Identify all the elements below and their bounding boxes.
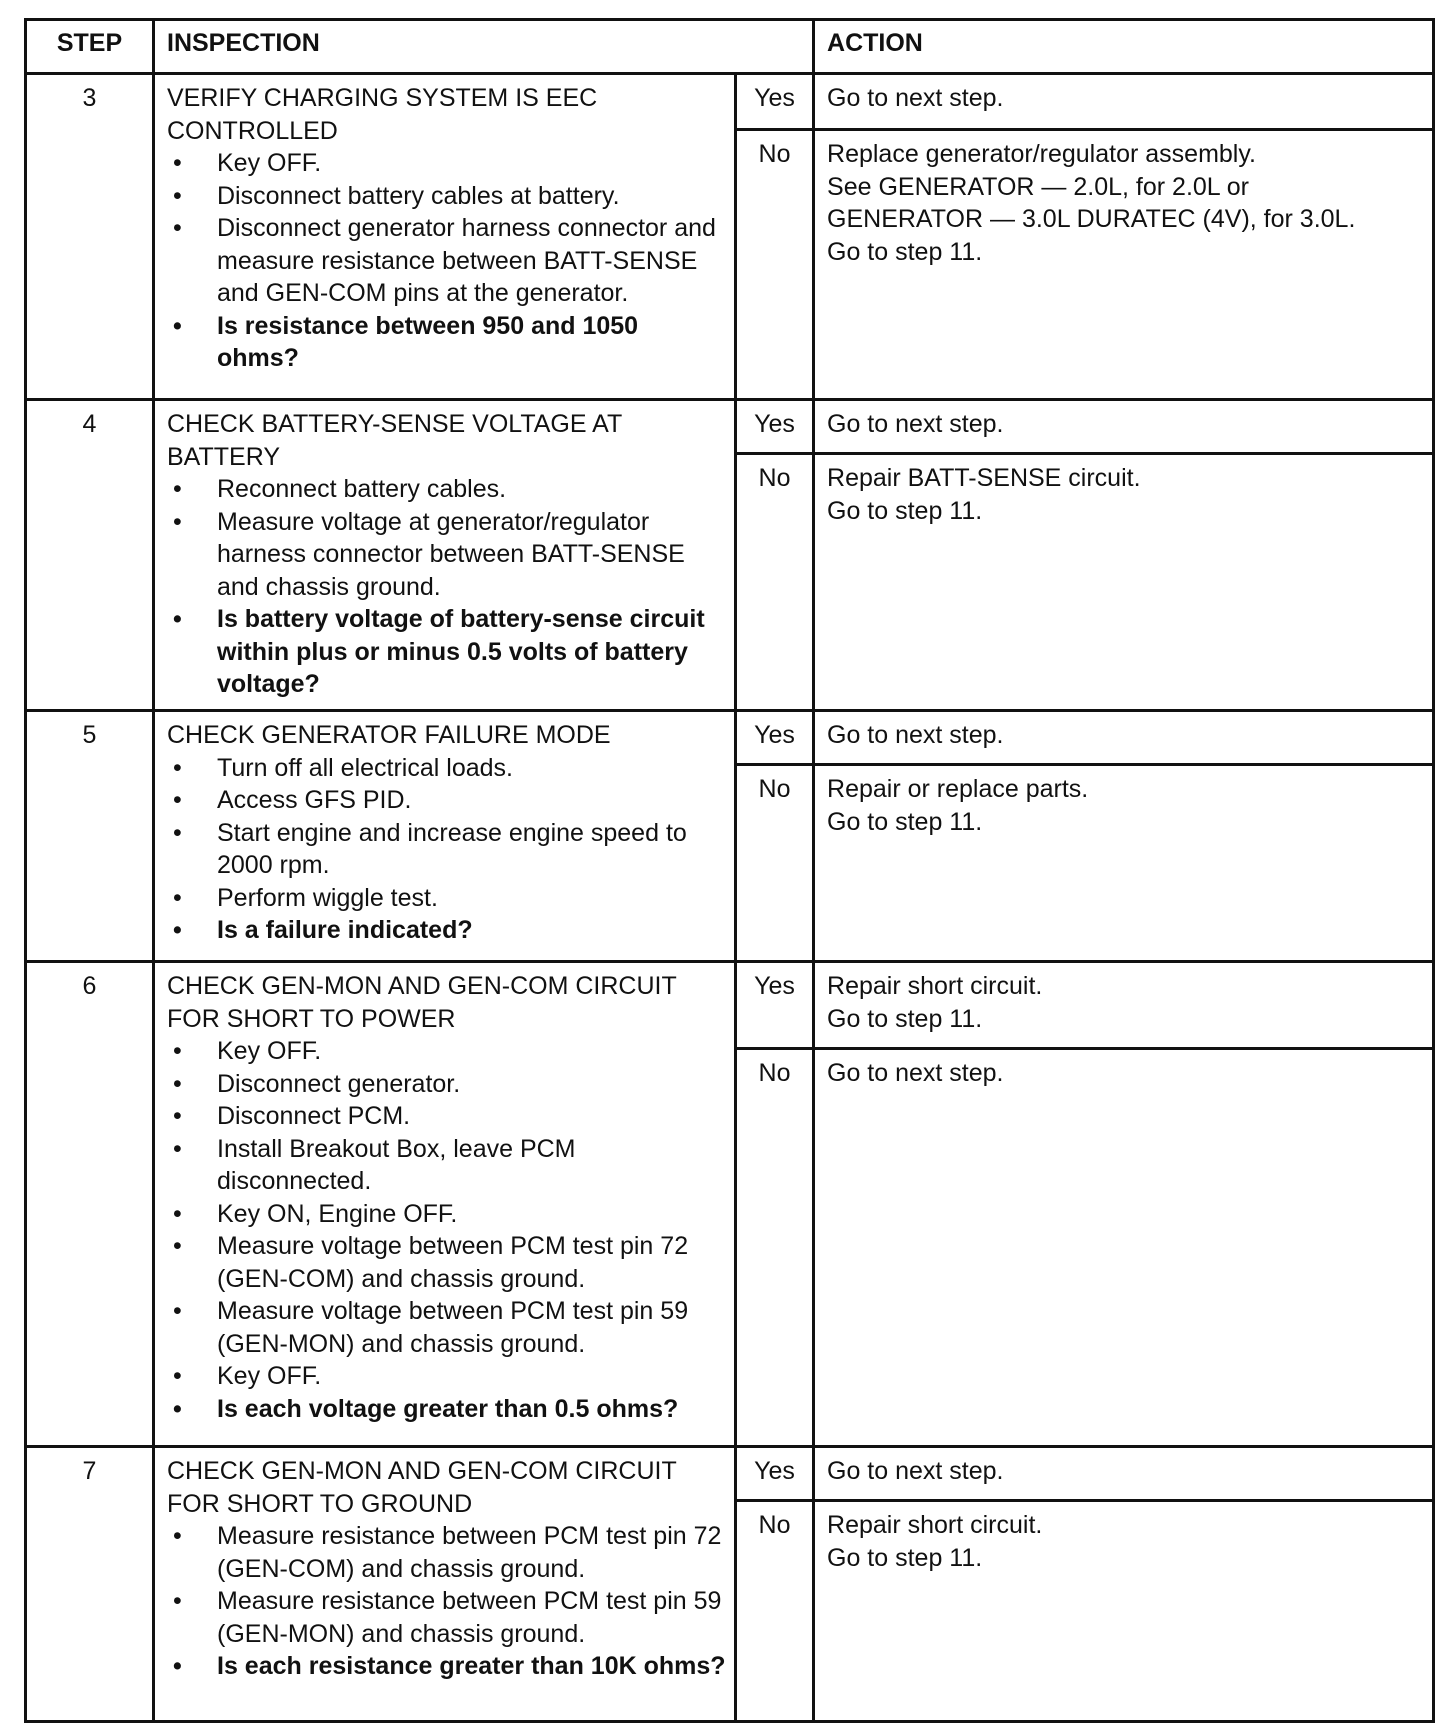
inspection-bullet: • Disconnect PCM. bbox=[167, 1100, 726, 1133]
no-action bbox=[814, 1049, 1434, 1447]
inspection-bullet: • Disconnect generator. bbox=[167, 1068, 726, 1101]
inspection-bullet: • Key OFF. bbox=[167, 147, 726, 180]
inspection-bullet-list bbox=[167, 473, 726, 701]
inspection-bullet: • Disconnect generator harness connector and measure resistance between BATT-SENSE and GEN-COM pins at the generator. bbox=[167, 212, 726, 310]
inspection-bullet: • Turn off all electrical loads. bbox=[167, 752, 726, 785]
action-line: Repair short circuit. bbox=[827, 972, 1043, 1000]
inspection-bullet: • Key ON, Engine OFF. bbox=[167, 1198, 726, 1231]
inspection-bullet: • Install Breakout Box, leave PCM disconnected. bbox=[167, 1133, 726, 1198]
inspection-bullet: • Measure resistance between PCM test pin 59 (GEN-MON) and chassis ground. bbox=[167, 1585, 726, 1650]
inspection-bullet: • Perform wiggle test. bbox=[167, 882, 726, 915]
action-line: Replace generator/regulator assembly. bbox=[827, 140, 1256, 168]
step-number: 7 bbox=[26, 1447, 154, 1722]
yes-label: Yes bbox=[736, 74, 814, 130]
inspection-bullet-list bbox=[167, 1520, 726, 1683]
action-line: Go to step 11. bbox=[827, 807, 983, 836]
inspection-bullet: • Start engine and increase engine speed to 2000 rpm. bbox=[167, 817, 726, 882]
inspection-cell bbox=[154, 74, 736, 400]
step-5-yes-row bbox=[26, 711, 1434, 765]
inspection-cell bbox=[154, 1447, 736, 1722]
no-label: No bbox=[736, 130, 814, 400]
action-line: Go to next step. bbox=[827, 721, 1004, 749]
inspection-bullet-list bbox=[167, 147, 726, 375]
inspection-cell bbox=[154, 400, 736, 711]
diagnostic-procedure-document bbox=[24, 18, 1432, 1706]
inspection-question: • Is a failure indicated? bbox=[167, 914, 726, 947]
action-line: Go to next step. bbox=[827, 84, 1004, 112]
yes-label: Yes bbox=[736, 1447, 814, 1501]
header-step: STEP bbox=[26, 20, 154, 74]
inspection-cell bbox=[154, 711, 736, 962]
step-number: 6 bbox=[26, 962, 154, 1447]
no-action bbox=[814, 765, 1434, 962]
inspection-bullet-list bbox=[167, 1035, 726, 1425]
yes-action bbox=[814, 962, 1434, 1049]
no-label: No bbox=[736, 765, 814, 962]
inspection-bullet: • Measure voltage at generator/regulator harness connector between BATT-SENSE and chassis ground. bbox=[167, 506, 726, 604]
step-number: 4 bbox=[26, 400, 154, 711]
action-line: Go to step 11. bbox=[827, 1004, 983, 1033]
inspection-bullet: • Disconnect battery cables at battery. bbox=[167, 180, 726, 213]
step-7-yes-row bbox=[26, 1447, 1434, 1501]
inspection-bullet: • Access GFS PID. bbox=[167, 784, 726, 817]
inspection-question: • Is each voltage greater than 0.5 ohms? bbox=[167, 1393, 726, 1426]
yes-label: Yes bbox=[736, 962, 814, 1049]
inspection-title: CHECK BATTERY-SENSE VOLTAGE AT BATTERY bbox=[167, 410, 622, 471]
step-4-yes-row bbox=[26, 400, 1434, 454]
step-number: 5 bbox=[26, 711, 154, 962]
action-line: Go to step 11. bbox=[827, 1543, 983, 1572]
inspection-question: • Is battery voltage of battery-sense circuit within plus or minus 0.5 volts of battery voltage? bbox=[167, 603, 726, 701]
yes-action bbox=[814, 1447, 1434, 1501]
action-line: Go to step 11. bbox=[827, 496, 983, 525]
header-action: ACTION bbox=[814, 20, 1434, 74]
inspection-title: CHECK GENERATOR FAILURE MODE bbox=[167, 721, 611, 749]
inspection-title: CHECK GEN-MON AND GEN-COM CIRCUIT FOR SHORT TO POWER bbox=[167, 972, 677, 1033]
action-line: GENERATOR — 3.0L DURATEC (4V), for 3.0L. bbox=[827, 205, 1356, 233]
inspection-bullet: • Reconnect battery cables. bbox=[167, 473, 726, 506]
yes-label: Yes bbox=[736, 711, 814, 765]
no-label: No bbox=[736, 1501, 814, 1722]
action-line: Go to next step. bbox=[827, 1457, 1004, 1485]
action-line: Go to next step. bbox=[827, 410, 1004, 438]
yes-action bbox=[814, 400, 1434, 454]
yes-action bbox=[814, 711, 1434, 765]
action-line: Go to next step. bbox=[827, 1059, 1004, 1087]
inspection-bullet: • Measure voltage between PCM test pin 59 (GEN-MON) and chassis ground. bbox=[167, 1295, 726, 1360]
inspection-bullet: • Key OFF. bbox=[167, 1035, 726, 1068]
action-line: Repair or replace parts. bbox=[827, 775, 1089, 803]
step-3-yes-row bbox=[26, 74, 1434, 130]
header-inspection: INSPECTION bbox=[154, 20, 814, 74]
no-action bbox=[814, 130, 1434, 400]
yes-action bbox=[814, 74, 1434, 130]
inspection-cell bbox=[154, 962, 736, 1447]
action-line: Repair BATT-SENSE circuit. bbox=[827, 464, 1141, 492]
inspection-bullet-list bbox=[167, 752, 726, 947]
no-label: No bbox=[736, 454, 814, 711]
inspection-bullet: • Key OFF. bbox=[167, 1360, 726, 1393]
step-6-yes-row bbox=[26, 962, 1434, 1049]
inspection-title: CHECK GEN-MON AND GEN-COM CIRCUIT FOR SHORT TO GROUND bbox=[167, 1457, 677, 1518]
inspection-bullet: • Measure resistance between PCM test pin 72 (GEN-COM) and chassis ground. bbox=[167, 1520, 726, 1585]
inspection-bullet: • Measure voltage between PCM test pin 72 (GEN-COM) and chassis ground. bbox=[167, 1230, 726, 1295]
no-label: No bbox=[736, 1049, 814, 1447]
inspection-action-table bbox=[24, 18, 1435, 1723]
inspection-question: • Is resistance between 950 and 1050 ohms? bbox=[167, 310, 726, 375]
inspection-question: • Is each resistance greater than 10K ohms? bbox=[167, 1650, 726, 1683]
action-line: See GENERATOR — 2.0L, for 2.0L or bbox=[827, 172, 1249, 201]
table-header-row bbox=[26, 20, 1434, 74]
action-line: Repair short circuit. bbox=[827, 1511, 1043, 1539]
step-number: 3 bbox=[26, 74, 154, 400]
no-action bbox=[814, 454, 1434, 711]
no-action bbox=[814, 1501, 1434, 1722]
yes-label: Yes bbox=[736, 400, 814, 454]
inspection-title: VERIFY CHARGING SYSTEM IS EEC CONTROLLED bbox=[167, 84, 598, 145]
action-line: Go to step 11. bbox=[827, 237, 983, 266]
